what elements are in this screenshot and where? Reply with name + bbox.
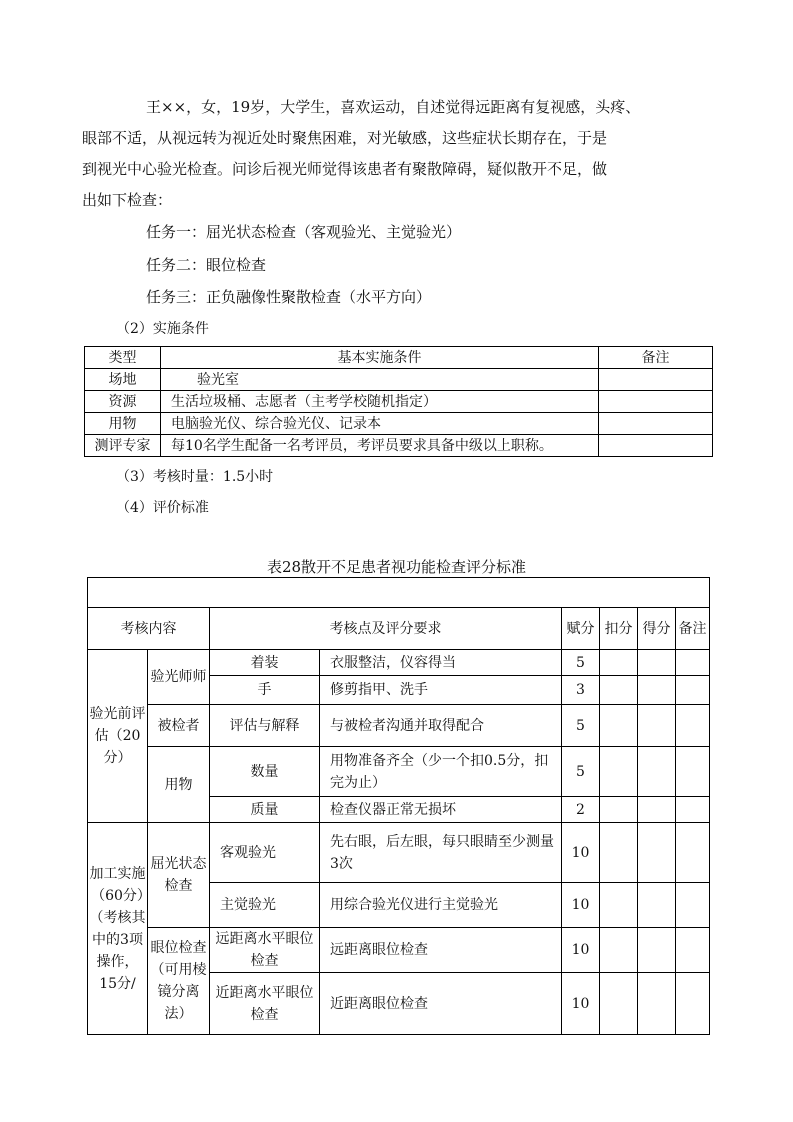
table-cell — [599, 413, 713, 435]
item-cell: 远距离水平眼位检查 — [210, 928, 320, 973]
item-cell: 客观验光 — [210, 823, 320, 883]
section-label-criteria: （4）评价标准 — [116, 500, 209, 516]
table-row — [88, 823, 710, 883]
table-cell: 每10名学生配备一名考评员，考评员要求具备中级以上职称。 — [161, 435, 599, 457]
table-cell — [599, 435, 713, 457]
table-row — [88, 747, 710, 797]
req-cell: 与被检者沟通并取得配合 — [320, 705, 562, 747]
item-cell: 评估与解释 — [210, 705, 320, 747]
table-row — [88, 650, 710, 676]
item-cell: 近距离水平眼位检查 — [210, 973, 320, 1035]
table-row — [85, 435, 713, 457]
header-cell: 基本实施条件 — [161, 347, 599, 369]
sub-label: 屈光状态检查 — [148, 823, 210, 928]
sub-label: 被检者 — [148, 705, 210, 747]
score-cell: 10 — [562, 973, 600, 1035]
item-cell: 数量 — [210, 747, 320, 797]
header-cell: 类型 — [85, 347, 161, 369]
group-label: 加工实施（60分）（考核其中的3项操作，15分/ — [88, 823, 148, 1035]
table-header-row — [88, 608, 710, 650]
table-cell — [599, 391, 713, 413]
table-cell: 电脑验光仪、综合验光仪、记录本 — [161, 413, 599, 435]
sub-label: 眼位检查（可用棱镜分离法） — [148, 928, 210, 1035]
score-cell: 10 — [562, 883, 600, 928]
section-label-conditions: （2）实施条件 — [116, 321, 209, 337]
table-row — [85, 391, 713, 413]
req-cell: 衣服整洁，仪容得当 — [320, 650, 562, 676]
sub-label: 验光师师 — [148, 650, 210, 705]
score-cell: 2 — [562, 797, 600, 823]
item-cell: 质量 — [210, 797, 320, 823]
table-cell: 生活垃圾桶、志愿者（主考学校随机指定） — [161, 391, 599, 413]
item-cell: 手 — [210, 676, 320, 705]
header-cell: 考核内容 — [88, 608, 210, 650]
table-cell: 测评专家 — [85, 435, 161, 457]
table-row — [85, 369, 713, 391]
req-cell: 用综合验光仪进行主觉验光 — [320, 883, 562, 928]
section-label-time: （3）考核时量：1.5小时 — [116, 469, 274, 485]
item-cell: 主觉验光 — [210, 883, 320, 928]
score-table — [87, 577, 710, 1035]
intro-line: 到视光中心验光检查。问诊后视光师觉得该患者有聚散障碍，疑似散开不足，做 — [82, 160, 608, 178]
blank-cell — [88, 578, 710, 608]
sub-label: 用物 — [148, 747, 210, 823]
header-cell: 赋分 — [562, 608, 600, 650]
intro-paragraph — [82, 92, 707, 216]
req-cell: 先右眼，后左眼，每只眼睛至少测量3次 — [320, 823, 562, 883]
req-cell: 检查仪器正常无损坏 — [320, 797, 562, 823]
table-row — [88, 705, 710, 747]
header-cell: 扣分 — [600, 608, 638, 650]
item-cell: 着装 — [210, 650, 320, 676]
group-label: 验光前评估（20分） — [88, 650, 148, 823]
table-cell: 用物 — [85, 413, 161, 435]
req-cell: 近距离眼位检查 — [320, 973, 562, 1035]
score-cell: 10 — [562, 823, 600, 883]
req-cell: 远距离眼位检查 — [320, 928, 562, 973]
table-cell: 场地 — [85, 369, 161, 391]
table-row — [88, 928, 710, 973]
table-caption: 表28散开不足患者视功能检查评分标准 — [266, 558, 527, 576]
table-cell: 资源 — [85, 391, 161, 413]
score-cell: 5 — [562, 705, 600, 747]
req-cell: 用物准备齐全（少一个扣0.5分，扣完为止） — [320, 747, 562, 797]
score-cell: 3 — [562, 676, 600, 705]
table-cell: 验光室 — [161, 369, 599, 391]
conditions-table — [84, 346, 713, 457]
intro-line: 王××，女，19岁，大学生，喜欢运动，自述觉得远距离有复视感，头疼、 — [146, 98, 641, 116]
table-row — [85, 413, 713, 435]
header-cell: 考核点及评分要求 — [210, 608, 562, 650]
score-cell: 5 — [562, 650, 600, 676]
table-blank-row — [88, 578, 710, 608]
task-item: 任务二：眼位检查 — [146, 256, 267, 274]
score-cell: 10 — [562, 928, 600, 973]
header-cell: 得分 — [638, 608, 676, 650]
table-cell — [599, 369, 713, 391]
task-item: 任务一：屈光状态检查（客观验光、主觉验光） — [146, 223, 462, 241]
intro-line: 出如下检查： — [82, 191, 173, 209]
header-cell: 备注 — [676, 608, 710, 650]
score-cell: 5 — [562, 747, 600, 797]
req-cell: 修剪指甲、洗手 — [320, 676, 562, 705]
table-header-row — [85, 347, 713, 369]
header-cell: 备注 — [599, 347, 713, 369]
intro-line: 眼部不适，从视远转为视近处时聚焦困难，对光敏感，这些症状长期存在，于是 — [82, 129, 608, 147]
task-item: 任务三：正负融像性聚散检查（水平方向） — [146, 288, 432, 306]
